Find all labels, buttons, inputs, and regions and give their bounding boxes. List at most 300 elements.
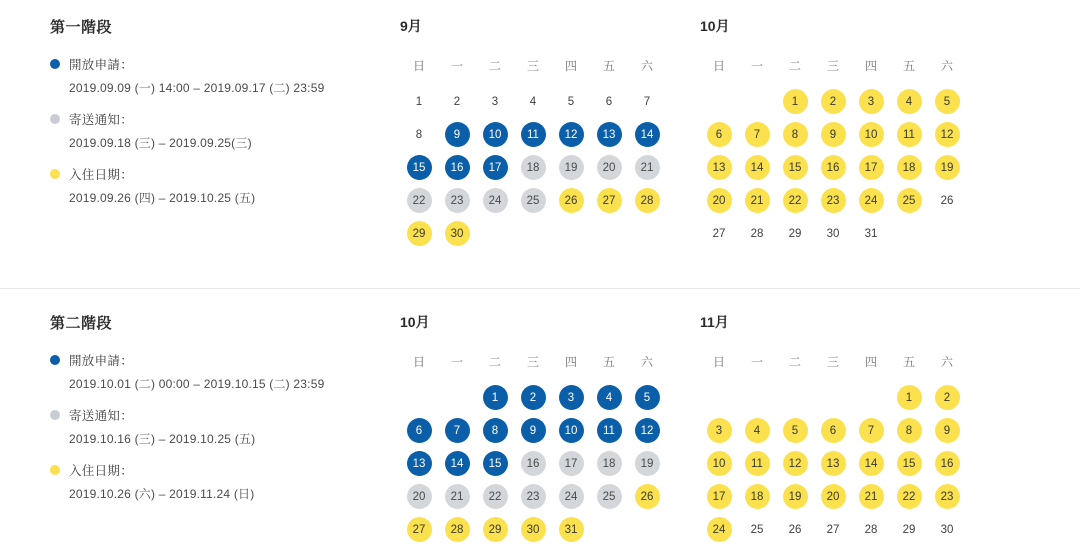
day-blue[interactable]: 15 bbox=[483, 451, 508, 476]
day-plain[interactable]: 2 bbox=[453, 95, 461, 108]
calendar-cell[interactable] bbox=[738, 151, 776, 184]
day-gray[interactable]: 24 bbox=[559, 484, 584, 509]
calendar-cell[interactable] bbox=[476, 85, 514, 118]
day-yellow[interactable]: 27 bbox=[407, 517, 432, 542]
day-plain[interactable]: 26 bbox=[788, 523, 802, 536]
calendar-cell[interactable] bbox=[738, 217, 776, 250]
day-plain[interactable]: 28 bbox=[750, 227, 764, 240]
day-yellow[interactable]: 10 bbox=[707, 451, 732, 476]
weekday-header: 四 bbox=[864, 354, 877, 369]
calendar-cell[interactable] bbox=[890, 85, 928, 118]
day-gray[interactable]: 24 bbox=[483, 188, 508, 213]
day-blue[interactable]: 9 bbox=[521, 418, 546, 443]
day-blue[interactable]: 11 bbox=[597, 418, 622, 443]
calendar-cell[interactable] bbox=[852, 414, 890, 447]
calendar-month-title: 9月 bbox=[400, 18, 422, 34]
day-plain[interactable]: 31 bbox=[864, 227, 878, 240]
calendar-cell[interactable] bbox=[552, 381, 590, 414]
legend-head bbox=[50, 165, 400, 183]
day-gray[interactable]: 23 bbox=[521, 484, 546, 509]
calendar-cell[interactable] bbox=[814, 85, 852, 118]
day-plain[interactable]: 28 bbox=[864, 523, 878, 536]
day-yellow[interactable]: 8 bbox=[897, 418, 922, 443]
day-gray[interactable]: 18 bbox=[597, 451, 622, 476]
day-yellow[interactable]: 23 bbox=[935, 484, 960, 509]
day-yellow[interactable]: 6 bbox=[821, 418, 846, 443]
weekday-header: 一 bbox=[450, 58, 463, 73]
day-yellow[interactable]: 25 bbox=[897, 188, 922, 213]
calendar-cell[interactable] bbox=[852, 85, 890, 118]
calendar-cell[interactable] bbox=[700, 414, 738, 447]
day-blue[interactable]: 13 bbox=[597, 122, 622, 147]
day-plain[interactable]: 29 bbox=[902, 523, 916, 536]
calendar-cell[interactable] bbox=[438, 151, 476, 184]
day-blue[interactable]: 10 bbox=[483, 122, 508, 147]
day-yellow[interactable]: 18 bbox=[897, 155, 922, 180]
calendar-cell[interactable] bbox=[514, 151, 552, 184]
day-blue[interactable]: 8 bbox=[483, 418, 508, 443]
calendar-cell[interactable] bbox=[628, 184, 666, 217]
day-yellow[interactable]: 2 bbox=[935, 385, 960, 410]
calendar-cell[interactable] bbox=[476, 447, 514, 480]
calendar-cell[interactable] bbox=[514, 184, 552, 217]
day-gray[interactable]: 20 bbox=[407, 484, 432, 509]
legend-item-move-in bbox=[50, 461, 400, 502]
calendar-cell[interactable] bbox=[852, 184, 890, 217]
calendar-cell[interactable] bbox=[890, 414, 928, 447]
calendar-cell[interactable] bbox=[590, 381, 628, 414]
weekday-header: 一 bbox=[750, 58, 763, 73]
calendar-cell[interactable] bbox=[514, 447, 552, 480]
weekday-header: 六 bbox=[940, 354, 953, 369]
legend-label: 開放申請： bbox=[69, 58, 134, 72]
day-blue[interactable]: 7 bbox=[445, 418, 470, 443]
day-blue[interactable]: 14 bbox=[445, 451, 470, 476]
day-yellow[interactable]: 31 bbox=[559, 517, 584, 542]
calendar-cell[interactable] bbox=[700, 447, 738, 480]
calendar-cell[interactable] bbox=[552, 151, 590, 184]
weekday-header: 六 bbox=[940, 58, 953, 73]
day-yellow[interactable]: 15 bbox=[897, 451, 922, 476]
calendar-cell[interactable] bbox=[400, 447, 438, 480]
day-yellow[interactable]: 20 bbox=[707, 188, 732, 213]
calendar-cell[interactable] bbox=[628, 447, 666, 480]
day-yellow[interactable]: 7 bbox=[745, 122, 770, 147]
calendar-cell[interactable] bbox=[852, 151, 890, 184]
day-yellow[interactable]: 5 bbox=[783, 418, 808, 443]
day-yellow[interactable]: 21 bbox=[745, 188, 770, 213]
calendar-cell[interactable] bbox=[400, 184, 438, 217]
day-yellow[interactable]: 23 bbox=[821, 188, 846, 213]
empty-day bbox=[745, 89, 770, 114]
day-yellow[interactable]: 14 bbox=[745, 155, 770, 180]
day-gray[interactable]: 17 bbox=[559, 451, 584, 476]
calendar-cell[interactable] bbox=[700, 513, 738, 546]
calendar-cell[interactable] bbox=[628, 414, 666, 447]
calendar-cell[interactable] bbox=[814, 118, 852, 151]
calendar-cell[interactable] bbox=[928, 381, 966, 414]
day-gray[interactable]: 25 bbox=[597, 484, 622, 509]
weekday-header: 五 bbox=[902, 354, 915, 369]
day-yellow[interactable]: 9 bbox=[935, 418, 960, 443]
empty-day bbox=[745, 385, 770, 410]
day-yellow[interactable]: 17 bbox=[707, 484, 732, 509]
calendar-cell[interactable] bbox=[928, 184, 966, 217]
calendar-cell[interactable] bbox=[928, 151, 966, 184]
calendar-cell-empty bbox=[700, 85, 738, 118]
calendar-cell[interactable] bbox=[400, 118, 438, 151]
calendar-cell[interactable] bbox=[776, 151, 814, 184]
day-yellow[interactable]: 19 bbox=[783, 484, 808, 509]
calendar-cell[interactable] bbox=[852, 480, 890, 513]
day-blue[interactable]: 14 bbox=[635, 122, 660, 147]
calendar-cell[interactable] bbox=[928, 85, 966, 118]
calendar-cell[interactable] bbox=[738, 184, 776, 217]
weekday-header: 四 bbox=[564, 354, 577, 369]
calendar-cell-empty bbox=[776, 381, 814, 414]
day-blue[interactable]: 16 bbox=[445, 155, 470, 180]
calendar-cell[interactable] bbox=[890, 447, 928, 480]
calendar-cell[interactable] bbox=[438, 447, 476, 480]
calendar-cell[interactable] bbox=[814, 513, 852, 546]
weekday-header: 日 bbox=[712, 354, 725, 369]
day-gray[interactable]: 19 bbox=[635, 451, 660, 476]
calendar-cell[interactable] bbox=[700, 118, 738, 151]
day-yellow[interactable]: 24 bbox=[707, 517, 732, 542]
weekday-header: 五 bbox=[902, 58, 915, 73]
calendar-cell[interactable] bbox=[700, 217, 738, 250]
calendar-cell[interactable] bbox=[552, 85, 590, 118]
calendar-cell[interactable] bbox=[628, 118, 666, 151]
calendar-cell[interactable] bbox=[400, 151, 438, 184]
calendar-cell[interactable] bbox=[514, 118, 552, 151]
empty-day bbox=[859, 385, 884, 410]
day-plain[interactable]: 29 bbox=[788, 227, 802, 240]
calendar-cell[interactable] bbox=[590, 447, 628, 480]
day-gray[interactable]: 16 bbox=[521, 451, 546, 476]
day-yellow[interactable]: 24 bbox=[859, 188, 884, 213]
calendar-cell[interactable] bbox=[814, 151, 852, 184]
calendar-cell[interactable] bbox=[552, 118, 590, 151]
day-yellow[interactable]: 22 bbox=[783, 188, 808, 213]
calendar-cell[interactable] bbox=[628, 480, 666, 513]
stage-1-title: 第一階段 bbox=[50, 19, 113, 36]
day-yellow[interactable]: 10 bbox=[859, 122, 884, 147]
day-yellow[interactable]: 5 bbox=[935, 89, 960, 114]
day-gray[interactable]: 21 bbox=[635, 155, 660, 180]
day-blue[interactable]: 4 bbox=[597, 385, 622, 410]
day-plain[interactable]: 25 bbox=[750, 523, 764, 536]
day-plain[interactable]: 30 bbox=[940, 523, 954, 536]
calendar-cell[interactable] bbox=[400, 513, 438, 546]
day-yellow[interactable]: 11 bbox=[745, 451, 770, 476]
day-yellow[interactable]: 15 bbox=[783, 155, 808, 180]
weekday-header: 二 bbox=[788, 58, 801, 73]
calendar-cell[interactable] bbox=[852, 118, 890, 151]
calendar-cell[interactable] bbox=[890, 151, 928, 184]
day-blue[interactable]: 5 bbox=[635, 385, 660, 410]
calendar-cell[interactable] bbox=[814, 414, 852, 447]
calendar-cell[interactable] bbox=[514, 85, 552, 118]
legend-head bbox=[50, 406, 400, 424]
calendar-cell[interactable] bbox=[590, 414, 628, 447]
calendar-cell[interactable] bbox=[814, 480, 852, 513]
calendar-cell[interactable] bbox=[776, 184, 814, 217]
calendar-cell[interactable] bbox=[514, 414, 552, 447]
calendar-cell[interactable] bbox=[438, 480, 476, 513]
legend-dot-gray-icon bbox=[50, 114, 60, 124]
day-gray[interactable]: 25 bbox=[521, 188, 546, 213]
day-blue[interactable]: 3 bbox=[559, 385, 584, 410]
calendar-cell[interactable] bbox=[928, 414, 966, 447]
day-yellow[interactable]: 18 bbox=[745, 484, 770, 509]
day-yellow[interactable]: 8 bbox=[783, 122, 808, 147]
day-yellow[interactable]: 1 bbox=[897, 385, 922, 410]
calendar-cell[interactable] bbox=[814, 184, 852, 217]
day-blue[interactable]: 1 bbox=[483, 385, 508, 410]
calendar-cell[interactable] bbox=[400, 480, 438, 513]
day-plain[interactable]: 6 bbox=[605, 95, 613, 108]
day-yellow[interactable]: 13 bbox=[821, 451, 846, 476]
legend-dot-yellow-icon bbox=[50, 169, 60, 179]
calendar-cell[interactable] bbox=[890, 184, 928, 217]
calendar-cell[interactable] bbox=[476, 184, 514, 217]
calendar-cell[interactable] bbox=[514, 480, 552, 513]
calendar-cell[interactable] bbox=[514, 381, 552, 414]
calendar-cell[interactable] bbox=[776, 85, 814, 118]
day-plain[interactable]: 26 bbox=[940, 194, 954, 207]
day-gray[interactable]: 23 bbox=[445, 188, 470, 213]
day-gray[interactable]: 19 bbox=[559, 155, 584, 180]
day-yellow[interactable]: 2 bbox=[821, 89, 846, 114]
day-yellow[interactable]: 22 bbox=[897, 484, 922, 509]
calendar-cell[interactable] bbox=[476, 513, 514, 546]
calendar-cell[interactable] bbox=[476, 151, 514, 184]
calendar-cell[interactable] bbox=[928, 118, 966, 151]
day-yellow[interactable]: 19 bbox=[935, 155, 960, 180]
calendar-cell[interactable] bbox=[928, 447, 966, 480]
day-plain[interactable]: 3 bbox=[491, 95, 499, 108]
day-gray[interactable]: 20 bbox=[597, 155, 622, 180]
day-yellow[interactable]: 3 bbox=[707, 418, 732, 443]
calendar-cell[interactable] bbox=[590, 118, 628, 151]
day-yellow[interactable]: 7 bbox=[859, 418, 884, 443]
day-blue[interactable]: 11 bbox=[521, 122, 546, 147]
calendar-cell[interactable] bbox=[890, 118, 928, 151]
calendar-cell[interactable] bbox=[928, 513, 966, 546]
calendar-cell[interactable] bbox=[776, 480, 814, 513]
empty-day bbox=[783, 385, 808, 410]
stage-2-legend bbox=[0, 312, 400, 546]
legend-range: 2019.10.26 (六) – 2019.11.24 (日) bbox=[69, 487, 255, 501]
weekday-header: 五 bbox=[602, 354, 615, 369]
calendar-cell[interactable] bbox=[628, 151, 666, 184]
day-blue[interactable]: 10 bbox=[559, 418, 584, 443]
calendar-stage2-month2 bbox=[700, 312, 1000, 546]
calendar-cell[interactable] bbox=[776, 118, 814, 151]
legend-range: 2019.10.16 (三) – 2019.10.25 (五) bbox=[69, 432, 256, 446]
empty-day bbox=[707, 89, 732, 114]
calendar-cell[interactable] bbox=[738, 480, 776, 513]
calendar-cell[interactable] bbox=[776, 414, 814, 447]
calendar-cell[interactable] bbox=[700, 480, 738, 513]
calendar-cell[interactable] bbox=[738, 118, 776, 151]
day-yellow[interactable]: 16 bbox=[935, 451, 960, 476]
day-yellow[interactable]: 13 bbox=[707, 155, 732, 180]
calendar-cell[interactable] bbox=[628, 381, 666, 414]
legend-item-open-application bbox=[50, 351, 400, 392]
calendar-cell[interactable] bbox=[552, 447, 590, 480]
weekday-header: 日 bbox=[712, 58, 725, 73]
legend-dot-yellow-icon bbox=[50, 465, 60, 475]
day-blue[interactable]: 15 bbox=[407, 155, 432, 180]
day-yellow[interactable]: 12 bbox=[935, 122, 960, 147]
calendar-grid bbox=[700, 52, 1000, 250]
day-yellow[interactable]: 21 bbox=[859, 484, 884, 509]
day-plain[interactable]: 30 bbox=[826, 227, 840, 240]
day-blue[interactable]: 17 bbox=[483, 155, 508, 180]
day-yellow[interactable]: 4 bbox=[745, 418, 770, 443]
weekday-header: 日 bbox=[412, 58, 425, 73]
day-yellow[interactable]: 14 bbox=[859, 451, 884, 476]
calendar-cell[interactable] bbox=[928, 480, 966, 513]
weekday-header: 五 bbox=[602, 58, 615, 73]
calendar-cell[interactable] bbox=[700, 184, 738, 217]
day-yellow[interactable]: 30 bbox=[521, 517, 546, 542]
empty-day bbox=[407, 385, 432, 410]
calendar-cell[interactable] bbox=[890, 480, 928, 513]
calendar-cell[interactable] bbox=[400, 217, 438, 250]
day-blue[interactable]: 9 bbox=[445, 122, 470, 147]
calendar-cell[interactable] bbox=[590, 184, 628, 217]
calendar-cell[interactable] bbox=[738, 447, 776, 480]
weekday-header: 二 bbox=[788, 354, 801, 369]
day-yellow[interactable]: 16 bbox=[821, 155, 846, 180]
day-yellow[interactable]: 29 bbox=[407, 221, 432, 246]
calendar-cell[interactable] bbox=[438, 414, 476, 447]
legend-dot-blue-icon bbox=[50, 355, 60, 365]
calendar-cell[interactable] bbox=[438, 513, 476, 546]
day-blue[interactable]: 12 bbox=[635, 418, 660, 443]
stage-2-title: 第二階段 bbox=[50, 315, 113, 332]
legend-item-open-application bbox=[50, 55, 400, 96]
day-yellow[interactable]: 17 bbox=[859, 155, 884, 180]
day-blue[interactable]: 2 bbox=[521, 385, 546, 410]
legend-item-move-in bbox=[50, 165, 400, 206]
calendar-cell[interactable] bbox=[852, 447, 890, 480]
calendar-cell-empty bbox=[400, 381, 438, 414]
calendar-cell[interactable] bbox=[776, 217, 814, 250]
calendar-cell[interactable] bbox=[776, 447, 814, 480]
legend-label: 寄送通知： bbox=[69, 113, 134, 127]
calendar-cell[interactable] bbox=[438, 217, 476, 250]
legend-range: 2019.10.01 (二) 00:00 – 2019.10.15 (二) 23:59 bbox=[69, 377, 325, 391]
day-yellow[interactable]: 26 bbox=[559, 188, 584, 213]
day-yellow[interactable]: 30 bbox=[445, 221, 470, 246]
calendar-grid bbox=[400, 348, 700, 546]
day-yellow[interactable]: 28 bbox=[635, 188, 660, 213]
legend-label: 入住日期： bbox=[69, 168, 134, 182]
day-plain[interactable]: 1 bbox=[415, 95, 423, 108]
calendar-cell[interactable] bbox=[476, 118, 514, 151]
calendar-cell[interactable] bbox=[738, 414, 776, 447]
day-plain[interactable]: 8 bbox=[415, 128, 423, 141]
day-blue[interactable]: 6 bbox=[407, 418, 432, 443]
day-yellow[interactable]: 6 bbox=[707, 122, 732, 147]
calendar-cell[interactable] bbox=[814, 217, 852, 250]
calendar-cell[interactable] bbox=[400, 85, 438, 118]
calendar-cell[interactable] bbox=[890, 381, 928, 414]
calendar-cell[interactable] bbox=[552, 414, 590, 447]
empty-day bbox=[707, 385, 732, 410]
calendar-cell[interactable] bbox=[590, 480, 628, 513]
day-yellow[interactable]: 29 bbox=[483, 517, 508, 542]
day-plain[interactable]: 27 bbox=[826, 523, 840, 536]
calendar-cell[interactable] bbox=[890, 513, 928, 546]
calendar-cell[interactable] bbox=[776, 513, 814, 546]
calendar-cell[interactable] bbox=[438, 85, 476, 118]
day-yellow[interactable]: 27 bbox=[597, 188, 622, 213]
day-plain[interactable]: 7 bbox=[643, 95, 651, 108]
day-yellow[interactable]: 12 bbox=[783, 451, 808, 476]
day-gray[interactable]: 18 bbox=[521, 155, 546, 180]
calendar-cell[interactable] bbox=[552, 184, 590, 217]
calendar-cell[interactable] bbox=[852, 217, 890, 250]
calendar-cell[interactable] bbox=[476, 414, 514, 447]
calendar-cell[interactable] bbox=[814, 447, 852, 480]
calendar-cell[interactable] bbox=[590, 151, 628, 184]
calendar-cell[interactable] bbox=[552, 513, 590, 546]
day-yellow[interactable]: 3 bbox=[859, 89, 884, 114]
calendar-month-title: 10月 bbox=[700, 18, 730, 34]
day-blue[interactable]: 12 bbox=[559, 122, 584, 147]
calendar-cell[interactable] bbox=[738, 513, 776, 546]
day-blue[interactable]: 13 bbox=[407, 451, 432, 476]
day-yellow[interactable]: 28 bbox=[445, 517, 470, 542]
calendar-cell[interactable] bbox=[438, 184, 476, 217]
weekday-header: 一 bbox=[750, 354, 763, 369]
calendar-cell[interactable] bbox=[628, 85, 666, 118]
day-yellow[interactable]: 11 bbox=[897, 122, 922, 147]
day-plain[interactable]: 4 bbox=[529, 95, 537, 108]
calendar-cell[interactable] bbox=[552, 480, 590, 513]
day-plain[interactable]: 27 bbox=[712, 227, 726, 240]
calendar-cell[interactable] bbox=[852, 513, 890, 546]
day-plain[interactable]: 5 bbox=[567, 95, 575, 108]
calendar-cell[interactable] bbox=[700, 151, 738, 184]
day-yellow[interactable]: 1 bbox=[783, 89, 808, 114]
legend-range: 2019.09.26 (四) – 2019.10.25 (五) bbox=[69, 191, 256, 205]
calendar-cell[interactable] bbox=[438, 118, 476, 151]
weekday-header: 日 bbox=[412, 354, 425, 369]
legend-range: 2019.09.18 (三) – 2019.09.25(三) bbox=[69, 136, 252, 150]
day-yellow[interactable]: 4 bbox=[897, 89, 922, 114]
calendar-cell[interactable] bbox=[400, 414, 438, 447]
calendar-cell[interactable] bbox=[476, 480, 514, 513]
calendar-cell[interactable] bbox=[590, 85, 628, 118]
day-yellow[interactable]: 26 bbox=[635, 484, 660, 509]
calendar-cell[interactable] bbox=[514, 513, 552, 546]
weekday-header: 三 bbox=[826, 58, 839, 73]
calendar-cell[interactable] bbox=[476, 381, 514, 414]
legend-range: 2019.09.09 (一) 14:00 – 2019.09.17 (二) 23:59 bbox=[69, 81, 325, 95]
day-yellow[interactable]: 9 bbox=[821, 122, 846, 147]
weekday-header: 二 bbox=[488, 354, 501, 369]
day-yellow[interactable]: 20 bbox=[821, 484, 846, 509]
day-gray[interactable]: 22 bbox=[483, 484, 508, 509]
day-gray[interactable]: 21 bbox=[445, 484, 470, 509]
day-gray[interactable]: 22 bbox=[407, 188, 432, 213]
